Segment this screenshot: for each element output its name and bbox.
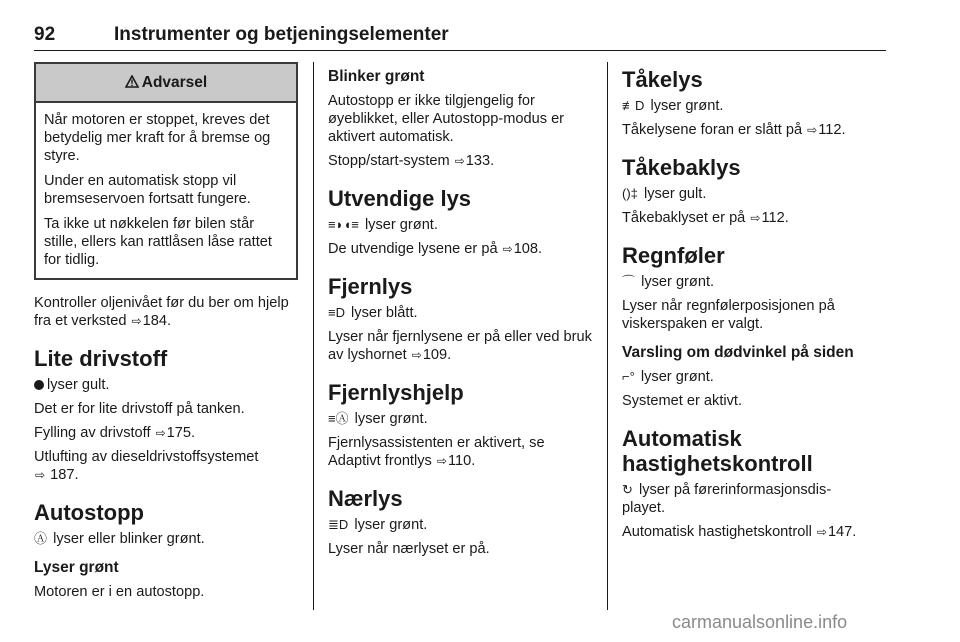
low-status: ≣D lyser grønt. [328,517,428,533]
autostopp-status: Ⓐ lyser eller blinker grønt. [34,531,205,547]
assist-paragraph: Fjernlysassistenten er aktivert, se Adaptivt frontlys ⇨110. [328,435,545,469]
ref-arrow-icon: ⇨ [411,348,422,362]
section-autostopp: Autostopp [34,500,144,525]
warning-box [34,62,298,280]
ext-status: ≡◗◖≡ lyser grønt. [328,217,438,233]
section-lyser-gronnt: Lyser grønt [34,559,119,576]
section-utvendige-lys: Utvendige lys [328,186,472,211]
warning-body [36,103,296,278]
blind-spot-icon: ⌐° [622,369,635,384]
warning-header [36,64,296,103]
watermark: carmanualsonline.info [672,612,848,632]
ref-arrow-icon: ⇨ [807,123,818,137]
ref-arrow-icon: ⇨ [35,468,46,482]
speed-status: ↻ lyser på førerinformasjonsdis- playet. [622,482,832,516]
section-blinker-gronnt: Blinker grønt [328,68,425,85]
section-takebaklys: Tåkebaklys [622,155,741,180]
high-beam-assist-icon: ≡Ⓐ [328,411,349,426]
lite-status: lyser gult. [34,376,298,394]
running-title: Instrumenter og betjeningselementer [114,24,449,45]
section-blind-spot: Varsling om dødvinkel på siden [622,344,854,361]
page-ref-link[interactable]: 112. [761,210,789,226]
high-status: ≡D lyser blått. [328,305,418,321]
high-beam-icon: ≡D [328,305,345,320]
blinker-paragraph: Autostopp er ikke tilgjengelig for øyeblikket, eller Autostopp-modus er aktivert automatisk. [328,93,565,145]
warning-paragraph: Under en automatisk stopp vil bremseservoen fortsatt fungere. [44,173,251,207]
ref-arrow-icon: ⇨ [454,154,465,168]
warning-title: Advarsel [141,73,208,91]
rearfog-status: ()‡ lyser gult. [622,186,707,202]
page-ref-link[interactable]: 184. [142,313,171,329]
page-ref-link[interactable]: 112. [818,122,846,138]
lyser-paragraph: Motoren er i en autostopp. [34,584,205,600]
high-paragraph: Lyser når fjernlysene er på eller ved bruk av lyshornet ⇨109. [328,329,592,363]
page-ref-link[interactable]: 187. [50,467,79,483]
column-2 [328,67,592,564]
section-fjernlyshjelp: Fjernlyshjelp [328,380,464,405]
page-header [34,24,886,52]
column-divider-2 [607,62,608,610]
warning-paragraph: Ta ikke ut nøkkelen før bilen står stille, ellers kan rattlåsen låse rattet for tidlig. [44,216,272,268]
section-lite-drivstoff: Lite drivstoff [34,346,168,371]
header-rule [34,50,886,51]
page-ref-link[interactable]: 175. [166,425,196,441]
page-number: 92 [34,24,56,45]
ref-arrow-icon: ⇨ [502,242,513,256]
speed-paragraph: Automatisk hastighetskontroll ⇨147. [622,524,857,540]
blind-status: ⌐° lyser grønt. [622,369,714,385]
ref-arrow-icon: ⇨ [131,314,142,328]
lite-paragraph-1: Det er for lite drivstoff på tanken. [34,401,245,417]
ext-paragraph: De utvendige lysene er på ⇨108. [328,241,543,257]
rain-sensor-icon: ⌒ [622,274,636,289]
fuel-low-indicator-icon [34,380,44,390]
rain-status: ⌒ lyser grønt. [622,274,715,290]
page-ref-link[interactable]: 110. [447,453,476,469]
exterior-light-icon: ≡◗◖≡ [328,217,359,232]
lite-paragraph-2: Fylling av drivstoff ⇨175. [34,425,196,441]
section-takelys: Tåkelys [622,67,703,92]
ref-arrow-icon: ⇨ [436,454,447,468]
column-3 [622,67,886,547]
front-fog-icon: ≢D [622,98,645,113]
stopstart-paragraph: Stopp/start-system ⇨133. [328,153,495,169]
section-fjernlys: Fjernlys [328,274,413,299]
rearfog-paragraph: Tåkebaklyset er på ⇨112. [622,210,789,226]
ref-arrow-icon: ⇨ [155,426,166,440]
section-automatisk-hastighetskontroll: Automatisk hastighetskontroll [622,426,813,476]
ref-arrow-icon: ⇨ [750,211,761,225]
warning-paragraph: Når motoren er stoppet, kreves det betydelig mer kraft for å bremse og styre. [44,112,271,164]
rear-fog-icon: ()‡ [622,186,638,201]
fog-paragraph: Tåkelysene foran er slått på ⇨112. [622,122,846,138]
page-ref-link[interactable]: 108. [513,241,543,257]
low-paragraph: Lyser når nærlyset er på. [328,541,490,557]
section-regnfoler: Regnføler [622,243,725,268]
warning-triangle-icon [125,74,139,92]
low-beam-icon: ≣D [328,517,349,532]
oil-paragraph: Kontroller oljenivået før du ber om hjelp fra et verksted ⇨184. [34,295,289,329]
speed-control-icon: ↻ [622,482,633,497]
page-ref-link[interactable]: 133. [465,153,495,169]
fog-status: ≢D lyser grønt. [622,98,724,114]
ref-arrow-icon: ⇨ [816,525,827,539]
lite-paragraph-3: Utlufting av dieseldrivstoffsystemet ⇨ 187. [34,449,259,483]
section-naerlys: Nærlys [328,486,403,511]
assist-status: ≡Ⓐ lyser grønt. [328,411,428,427]
autostop-icon: Ⓐ [34,531,48,546]
rain-paragraph: Lyser når regnfølerposisjonen på viskerspaken er valgt. [622,298,835,332]
page-ref-link[interactable]: 147. [827,524,857,540]
page-ref-link[interactable]: 109. [422,347,452,363]
column-1 [34,62,298,607]
column-divider-1 [313,62,314,610]
blind-paragraph: Systemet er aktivt. [622,393,743,409]
